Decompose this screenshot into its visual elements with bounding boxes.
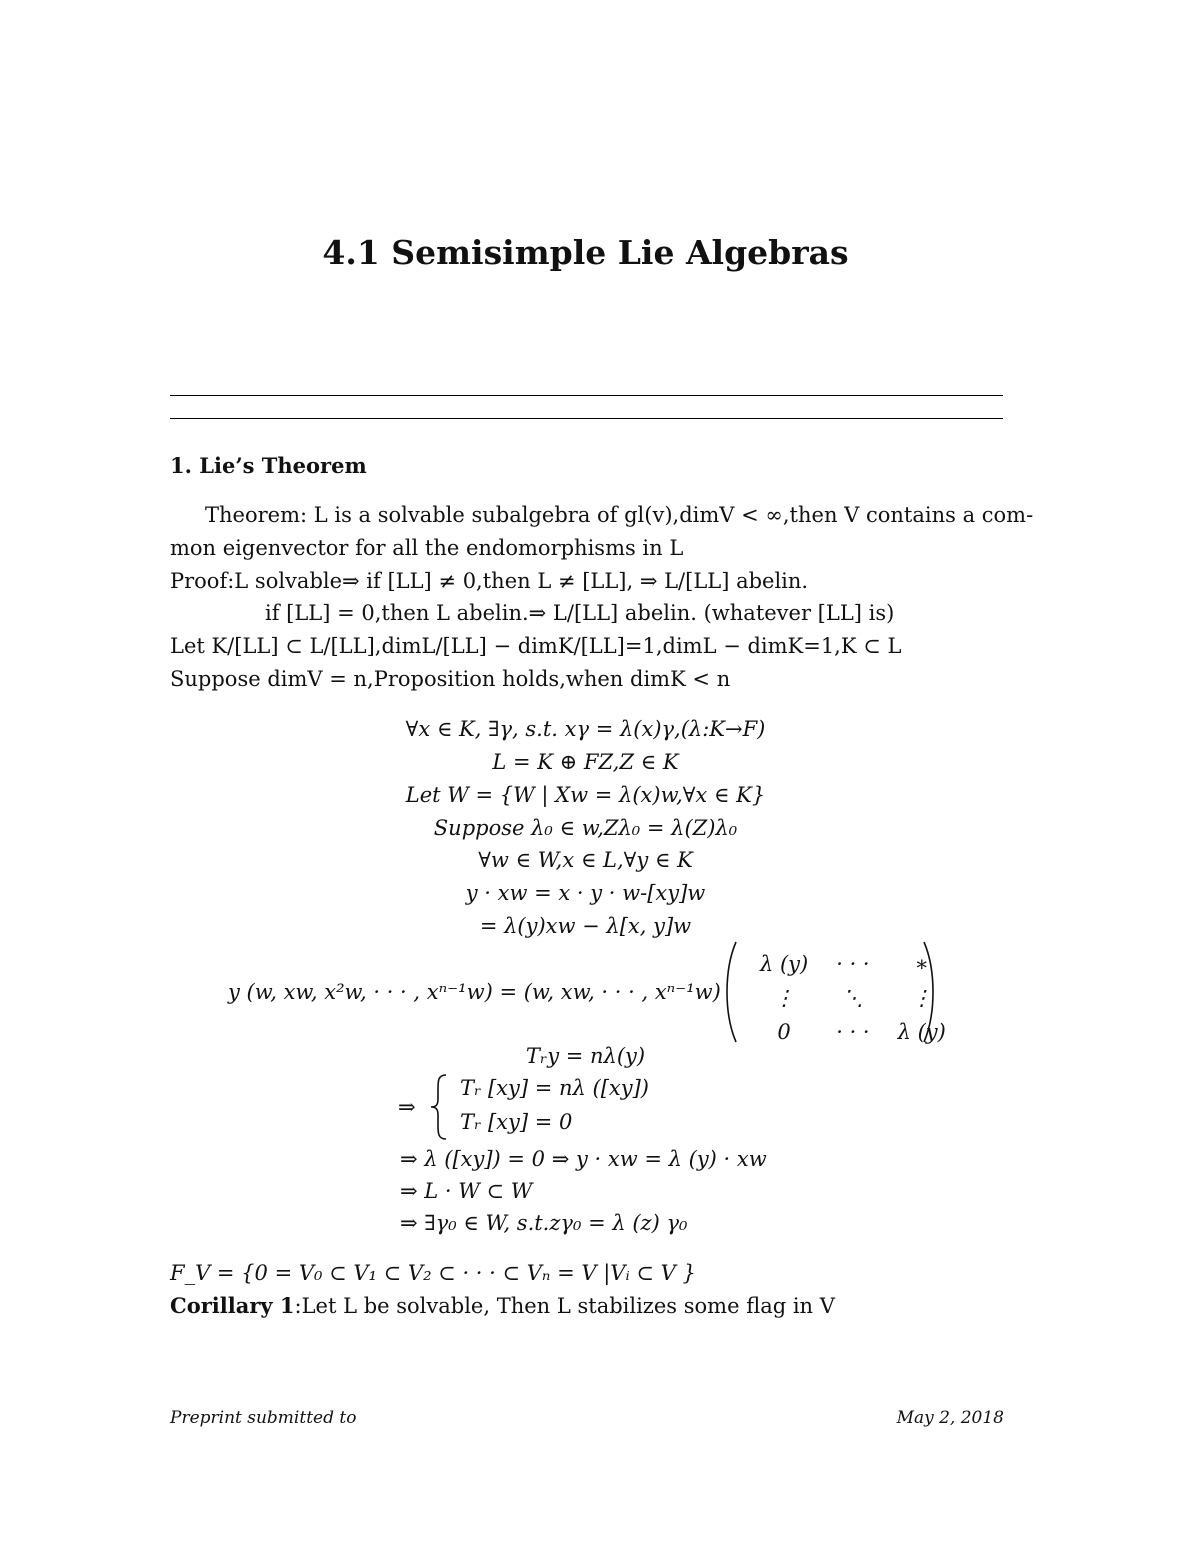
left-brace-icon bbox=[428, 1073, 450, 1141]
matrix-cell: λ (y) bbox=[897, 1019, 946, 1044]
matrix-row bbox=[746, 981, 960, 1015]
implication-line: ⇒ ∃γ₀ ∈ W, s.t.zγ₀ = λ (z) γ₀ bbox=[400, 1211, 688, 1235]
equation-line: Let W = {W | Xw = λ(x)w,∀x ∈ K} bbox=[405, 783, 766, 807]
matrix-cell: ∗ bbox=[914, 951, 929, 976]
title-rule-bottom bbox=[170, 418, 1003, 419]
corollary bbox=[170, 1295, 835, 1317]
footer-date: May 2, 2018 bbox=[896, 1408, 1004, 1428]
theorem-line-2: mon eigenvector for all the endomorphisms in L bbox=[170, 536, 684, 560]
implies-arrow: ⇒ bbox=[398, 1095, 416, 1119]
equation-line: Suppose λ₀ ∈ w,Zλ₀ = λ(Z)λ₀ bbox=[433, 816, 738, 840]
implication-line: ⇒ λ ([xy]) = 0 ⇒ y · xw = λ (y) · xw bbox=[400, 1147, 767, 1171]
proof-line-4: Suppose dimV = n,Proposition holds,when dimK < n bbox=[170, 667, 731, 691]
matrix-row bbox=[746, 1015, 960, 1049]
matrix-cell: ⋱ bbox=[842, 985, 864, 1010]
corollary-label: Corillary 1 bbox=[170, 1293, 295, 1318]
matrix-cell: ⋮ bbox=[773, 985, 795, 1010]
proof-line-2: if [LL] = 0,then L abelin.⇒ L/[LL] abelin. (whatever [LL] is) bbox=[265, 601, 895, 625]
equation-line: ∀w ∈ W,x ∈ L,∀y ∈ K bbox=[478, 848, 693, 872]
title-rule-top bbox=[170, 395, 1003, 396]
proof-line-3: Let K/[LL] ⊂ L/[LL],dimL/[LL] − dimK/[LL]=1,dimL − dimK=1,K ⊂ L bbox=[170, 634, 902, 658]
proof-line-1: Proof:L solvable⇒ if [LL] ≠ 0,then L ≠ [LL], ⇒ L/[LL] abelin. bbox=[170, 569, 809, 593]
flag-definition: F_V = {0 = V₀ ⊂ V₁ ⊂ V₂ ⊂ · · · ⊂ Vₙ = V |Vᵢ ⊂ V } bbox=[170, 1261, 696, 1285]
equation-line: L = K ⊕ FZ,Z ∈ K bbox=[492, 750, 679, 774]
trace-equation: Tᵣy = nλ(y) bbox=[525, 1044, 646, 1068]
implication-line: ⇒ L · W ⊂ W bbox=[400, 1179, 533, 1203]
system-equation: Tᵣ [xy] = 0 bbox=[460, 1110, 573, 1134]
footer-preprint: Preprint submitted to bbox=[170, 1408, 357, 1428]
system-equation: Tᵣ [xy] = nλ ([xy]) bbox=[460, 1076, 649, 1100]
matrix-cell: 0 bbox=[777, 1019, 791, 1044]
corollary-text: :Let L be solvable, Then L stabilizes some flag in V bbox=[294, 1294, 835, 1318]
matrix-cell: λ (y) bbox=[760, 951, 809, 976]
equation-line: ∀x ∈ K, ∃γ, s.t. xγ = λ(x)γ,(λ:K→F) bbox=[405, 717, 766, 741]
theorem-line-1: Theorem: L is a solvable subalgebra of gl(v),dimV < ∞,then V contains a com- bbox=[205, 503, 1034, 527]
equation-line: = λ(y)xw − λ[x, y]w bbox=[479, 914, 692, 938]
upper-triangular-matrix bbox=[746, 947, 960, 1049]
matrix-cell: · · · bbox=[836, 1019, 870, 1044]
matrix-cell: · · · bbox=[836, 951, 870, 976]
left-paren-icon bbox=[720, 940, 740, 1044]
matrix-row bbox=[746, 947, 960, 981]
matrix-cell: ⋮ bbox=[911, 985, 933, 1010]
page-title: 4.1 Semisimple Lie Algebras bbox=[322, 233, 849, 272]
equation-line: y · xw = x · y · w-[xy]w bbox=[465, 881, 706, 905]
matrix-equation-left: y (w, xw, x²w, · · · , xⁿ⁻¹w) = (w, xw, · · · , xⁿ⁻¹w) bbox=[228, 980, 721, 1004]
section-heading: 1. Lie’s Theorem bbox=[170, 453, 367, 478]
